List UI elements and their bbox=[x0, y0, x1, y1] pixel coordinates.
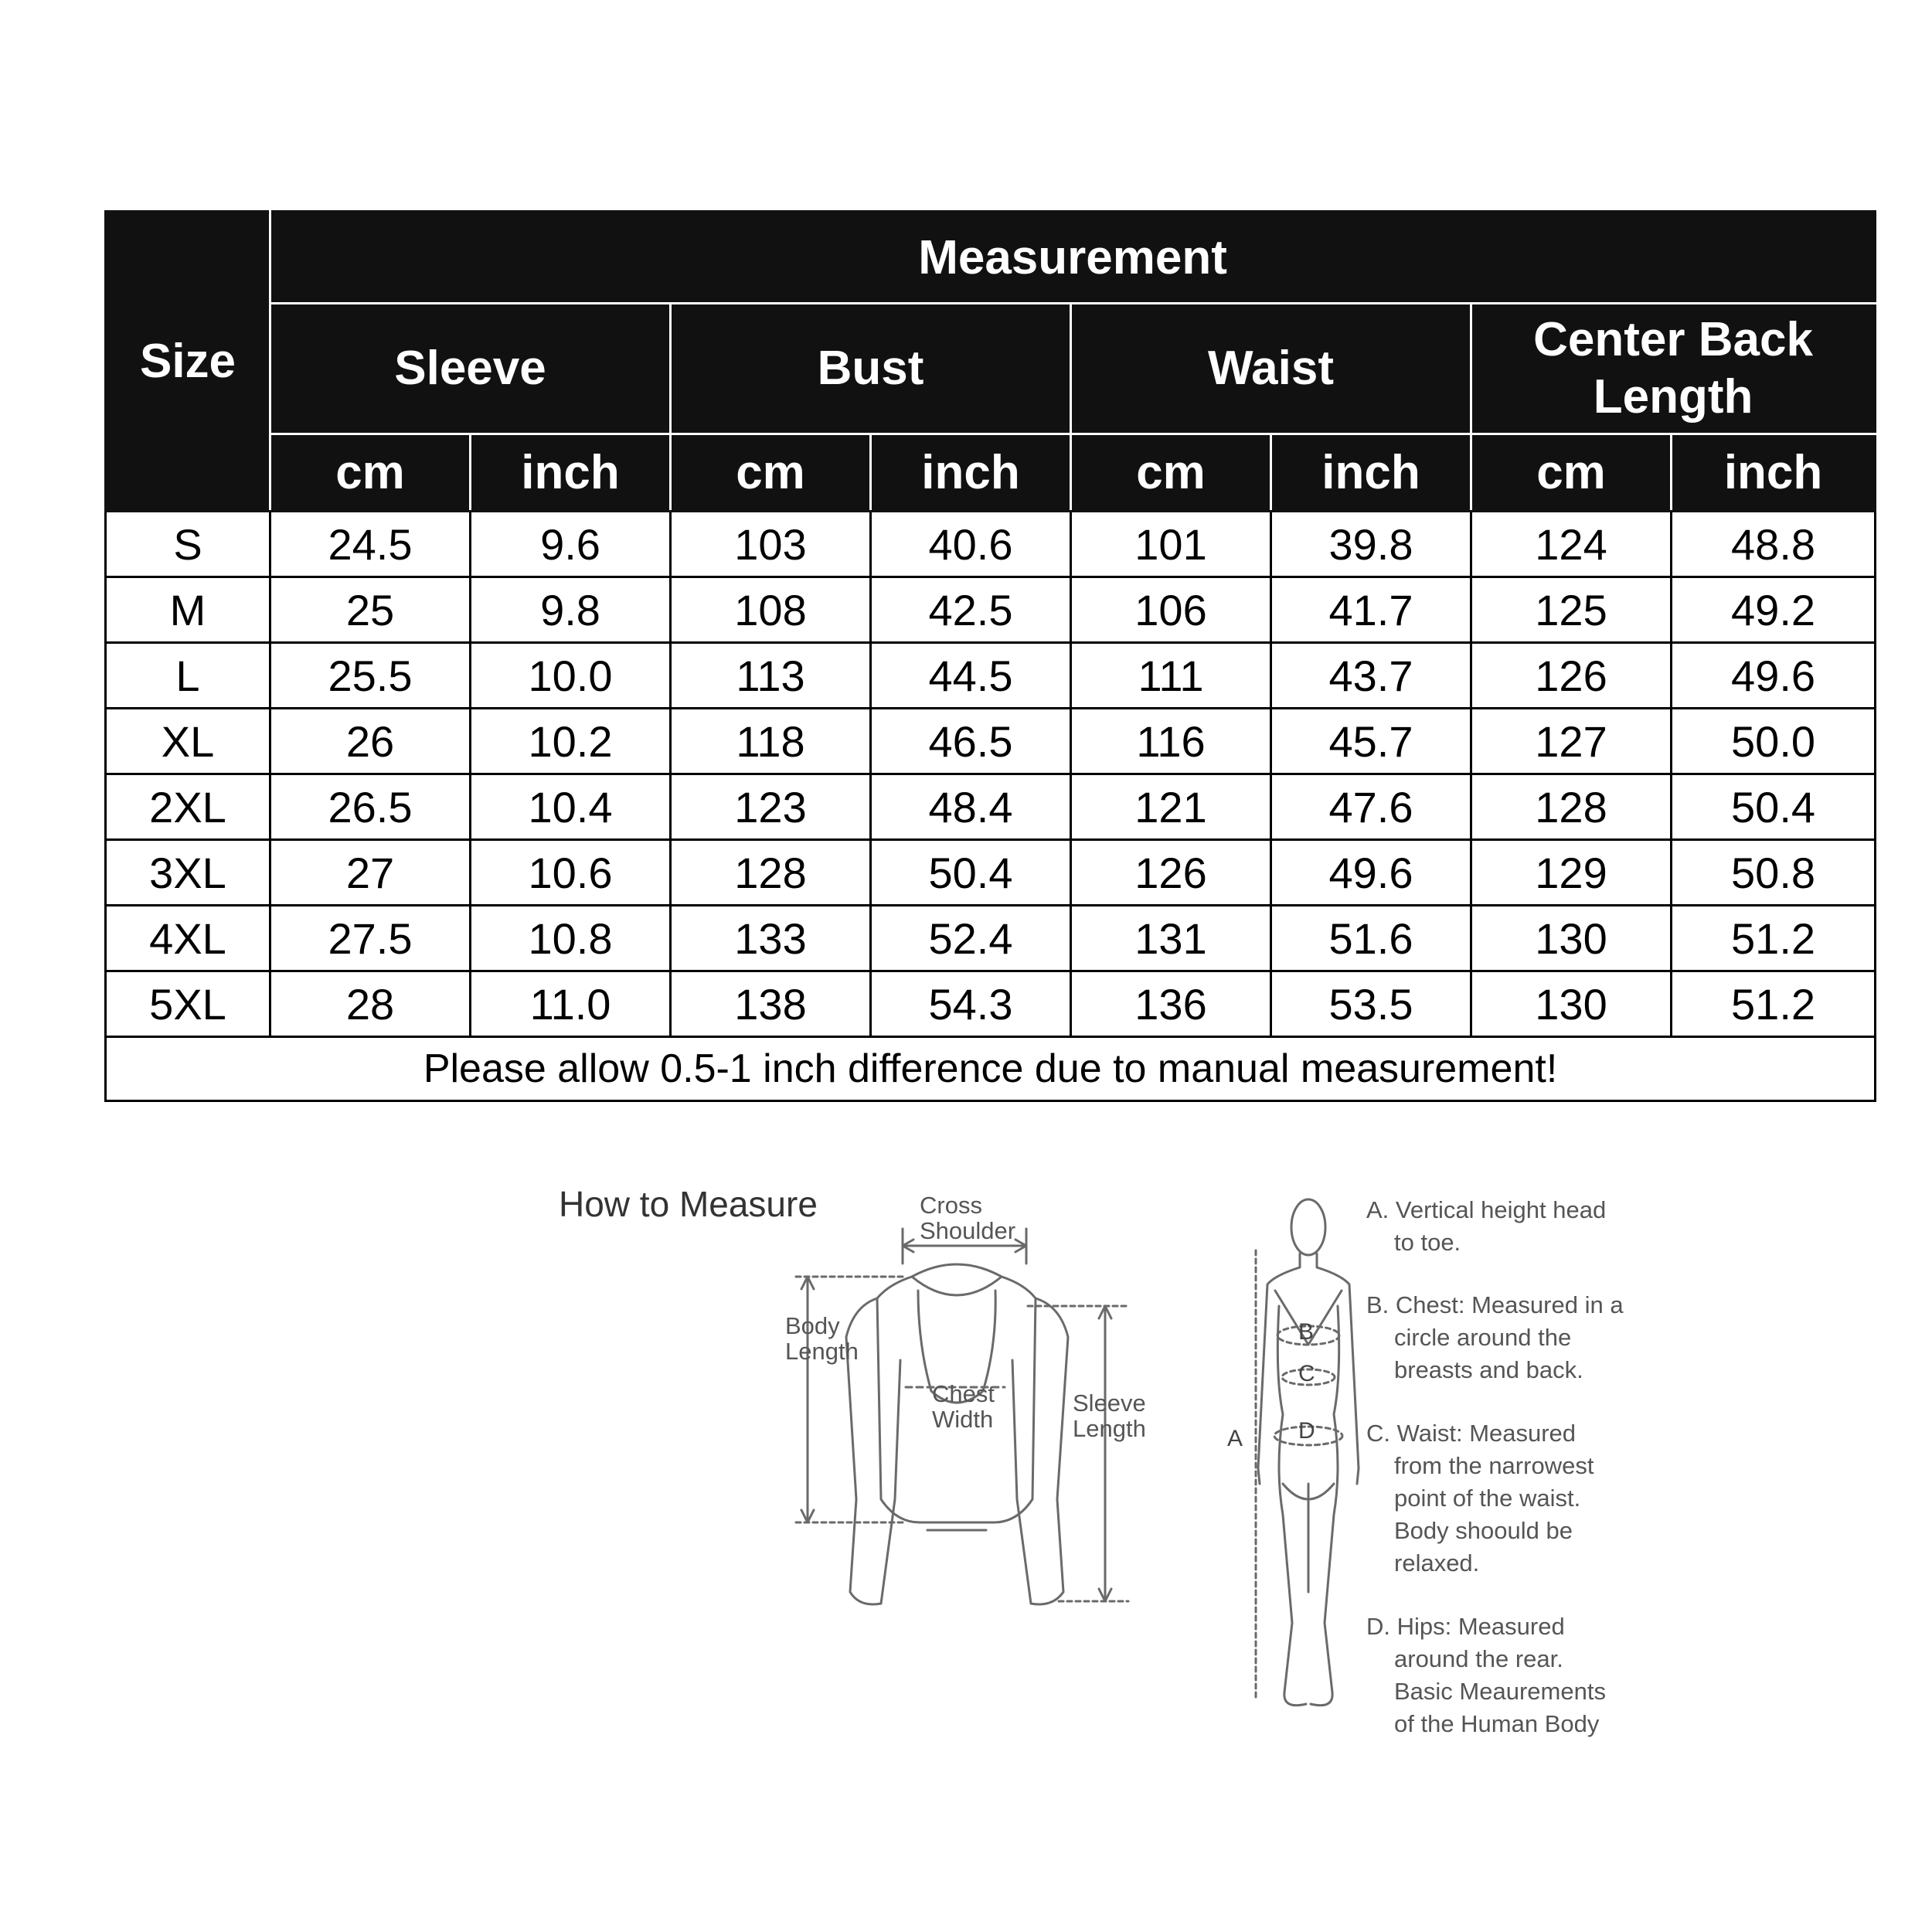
value-cell: 125 bbox=[1471, 577, 1672, 643]
garment-outline-icon bbox=[846, 1264, 1068, 1604]
legend-text: around the rear. bbox=[1394, 1645, 1563, 1672]
value-cell: 52.4 bbox=[871, 906, 1071, 971]
value-cell: 131 bbox=[1071, 906, 1271, 971]
table-body bbox=[106, 512, 1876, 1101]
legend-text: Basic Meaurements bbox=[1394, 1678, 1606, 1705]
value-cell: 108 bbox=[671, 577, 871, 643]
value-cell: 128 bbox=[671, 840, 871, 906]
value-cell: 50.8 bbox=[1672, 840, 1876, 906]
value-cell: 26 bbox=[270, 709, 471, 774]
value-cell: 54.3 bbox=[871, 971, 1071, 1037]
value-cell: 123 bbox=[671, 774, 871, 840]
value-cell: 25.5 bbox=[270, 643, 471, 709]
value-cell: 26.5 bbox=[270, 774, 471, 840]
legend-text: to toe. bbox=[1394, 1229, 1461, 1256]
table-row bbox=[106, 840, 1876, 906]
size-cell: XL bbox=[106, 709, 270, 774]
legend-text: D. Hips: Measured bbox=[1366, 1613, 1565, 1640]
human-body-outline-icon bbox=[1236, 1199, 1380, 1716]
value-cell: 130 bbox=[1471, 971, 1672, 1037]
value-cell: 41.7 bbox=[1271, 577, 1471, 643]
legend-text: B. Chest: Measured in a bbox=[1366, 1291, 1624, 1318]
measurement-note: Please allow 0.5-1 inch difference due to manual measurement! bbox=[106, 1037, 1876, 1101]
sleeve-length-label: Sleeve Length bbox=[1073, 1389, 1146, 1442]
legend-text: breasts and back. bbox=[1394, 1356, 1583, 1383]
value-cell: 126 bbox=[1471, 643, 1672, 709]
value-cell: 124 bbox=[1471, 512, 1672, 577]
group-header-center-back-length: Center Back Length bbox=[1471, 304, 1876, 434]
value-cell: 49.6 bbox=[1271, 840, 1471, 906]
unit-header: cm bbox=[1071, 434, 1271, 512]
value-cell: 133 bbox=[671, 906, 871, 971]
value-cell: 49.6 bbox=[1672, 643, 1876, 709]
unit-header: inch bbox=[1672, 434, 1876, 512]
value-cell: 25 bbox=[270, 577, 471, 643]
value-cell: 45.7 bbox=[1271, 709, 1471, 774]
table-row bbox=[106, 906, 1876, 971]
table-row bbox=[106, 577, 1876, 643]
value-cell: 127 bbox=[1471, 709, 1672, 774]
value-cell: 47.6 bbox=[1271, 774, 1471, 840]
table-row bbox=[106, 774, 1876, 840]
value-cell: 46.5 bbox=[871, 709, 1071, 774]
value-cell: 50.0 bbox=[1672, 709, 1876, 774]
value-cell: 136 bbox=[1071, 971, 1271, 1037]
value-cell: 126 bbox=[1071, 840, 1271, 906]
marker-c: C bbox=[1298, 1361, 1315, 1386]
marker-b: B bbox=[1298, 1319, 1315, 1345]
legend-text: point of the waist. bbox=[1394, 1485, 1581, 1512]
value-cell: 10.6 bbox=[471, 840, 671, 906]
value-cell: 50.4 bbox=[871, 840, 1071, 906]
size-cell: 5XL bbox=[106, 971, 270, 1037]
value-cell: 10.0 bbox=[471, 643, 671, 709]
value-cell: 106 bbox=[1071, 577, 1271, 643]
size-cell: S bbox=[106, 512, 270, 577]
note-row bbox=[106, 1037, 1876, 1101]
value-cell: 10.4 bbox=[471, 774, 671, 840]
chest-width-label: Chest Width bbox=[932, 1380, 995, 1433]
value-cell: 10.2 bbox=[471, 709, 671, 774]
size-cell: 2XL bbox=[106, 774, 270, 840]
value-cell: 9.8 bbox=[471, 577, 671, 643]
value-cell: 101 bbox=[1071, 512, 1271, 577]
value-cell: 11.0 bbox=[471, 971, 671, 1037]
legend-text: of the Human Body bbox=[1394, 1710, 1600, 1737]
value-cell: 130 bbox=[1471, 906, 1672, 971]
group-header-waist: Waist bbox=[1071, 304, 1471, 434]
table-row bbox=[106, 971, 1876, 1037]
table-row bbox=[106, 512, 1876, 577]
legend-c bbox=[1366, 1417, 1645, 1580]
cross-shoulder-label: Cross Shoulder bbox=[920, 1192, 1016, 1244]
value-cell: 128 bbox=[1471, 774, 1672, 840]
value-cell: 116 bbox=[1071, 709, 1271, 774]
value-cell: 40.6 bbox=[871, 512, 1071, 577]
value-cell: 48.8 bbox=[1672, 512, 1876, 577]
size-cell: 4XL bbox=[106, 906, 270, 971]
value-cell: 28 bbox=[270, 971, 471, 1037]
value-cell: 118 bbox=[671, 709, 871, 774]
marker-a: A bbox=[1227, 1426, 1243, 1451]
legend-b bbox=[1366, 1289, 1645, 1386]
measurement-header: Measurement bbox=[270, 212, 1876, 304]
unit-header: cm bbox=[1471, 434, 1672, 512]
value-cell: 51.2 bbox=[1672, 971, 1876, 1037]
group-header-bust: Bust bbox=[671, 304, 1071, 434]
size-cell: L bbox=[106, 643, 270, 709]
legend-text: C. Waist: Measured bbox=[1366, 1420, 1577, 1447]
value-cell: 129 bbox=[1471, 840, 1672, 906]
legend-text: A. Vertical height head bbox=[1366, 1196, 1607, 1223]
sleeve-length-arrow-icon bbox=[1028, 1306, 1128, 1601]
value-cell: 48.4 bbox=[871, 774, 1071, 840]
value-cell: 113 bbox=[671, 643, 871, 709]
value-cell: 44.5 bbox=[871, 643, 1071, 709]
table-row bbox=[106, 709, 1876, 774]
legend-text: relaxed. bbox=[1394, 1549, 1480, 1577]
unit-header: inch bbox=[471, 434, 671, 512]
value-cell: 39.8 bbox=[1271, 512, 1471, 577]
how-to-measure-section bbox=[0, 1159, 1932, 1777]
legend-a bbox=[1366, 1194, 1645, 1259]
marker-d: D bbox=[1298, 1418, 1315, 1444]
size-cell: M bbox=[106, 577, 270, 643]
table-header bbox=[106, 212, 1876, 512]
unit-header: inch bbox=[1271, 434, 1471, 512]
value-cell: 9.6 bbox=[471, 512, 671, 577]
unit-header: cm bbox=[671, 434, 871, 512]
value-cell: 51.6 bbox=[1271, 906, 1471, 971]
table-row bbox=[106, 643, 1876, 709]
body-length-label: Body Length bbox=[785, 1312, 859, 1365]
value-cell: 10.8 bbox=[471, 906, 671, 971]
legend-text: from the narrowest bbox=[1394, 1452, 1594, 1479]
value-cell: 43.7 bbox=[1271, 643, 1471, 709]
size-cell: 3XL bbox=[106, 840, 270, 906]
value-cell: 24.5 bbox=[270, 512, 471, 577]
value-cell: 42.5 bbox=[871, 577, 1071, 643]
value-cell: 50.4 bbox=[1672, 774, 1876, 840]
value-cell: 27 bbox=[270, 840, 471, 906]
value-cell: 49.2 bbox=[1672, 577, 1876, 643]
value-cell: 53.5 bbox=[1271, 971, 1471, 1037]
value-cell: 103 bbox=[671, 512, 871, 577]
unit-header: cm bbox=[270, 434, 471, 512]
legend-text: Body shoould be bbox=[1394, 1517, 1573, 1544]
unit-header: inch bbox=[871, 434, 1071, 512]
group-header-sleeve: Sleeve bbox=[270, 304, 671, 434]
how-to-measure-title: How to Measure bbox=[559, 1184, 818, 1224]
value-cell: 111 bbox=[1071, 643, 1271, 709]
value-cell: 121 bbox=[1071, 774, 1271, 840]
body-measurement-lines-icon bbox=[1256, 1250, 1342, 1700]
value-cell: 27.5 bbox=[270, 906, 471, 971]
size-header: Size bbox=[106, 212, 270, 512]
size-chart-table bbox=[104, 210, 1876, 1102]
value-cell: 138 bbox=[671, 971, 871, 1037]
legend-d bbox=[1366, 1611, 1645, 1740]
value-cell: 51.2 bbox=[1672, 906, 1876, 971]
legend-text: circle around the bbox=[1394, 1324, 1572, 1351]
